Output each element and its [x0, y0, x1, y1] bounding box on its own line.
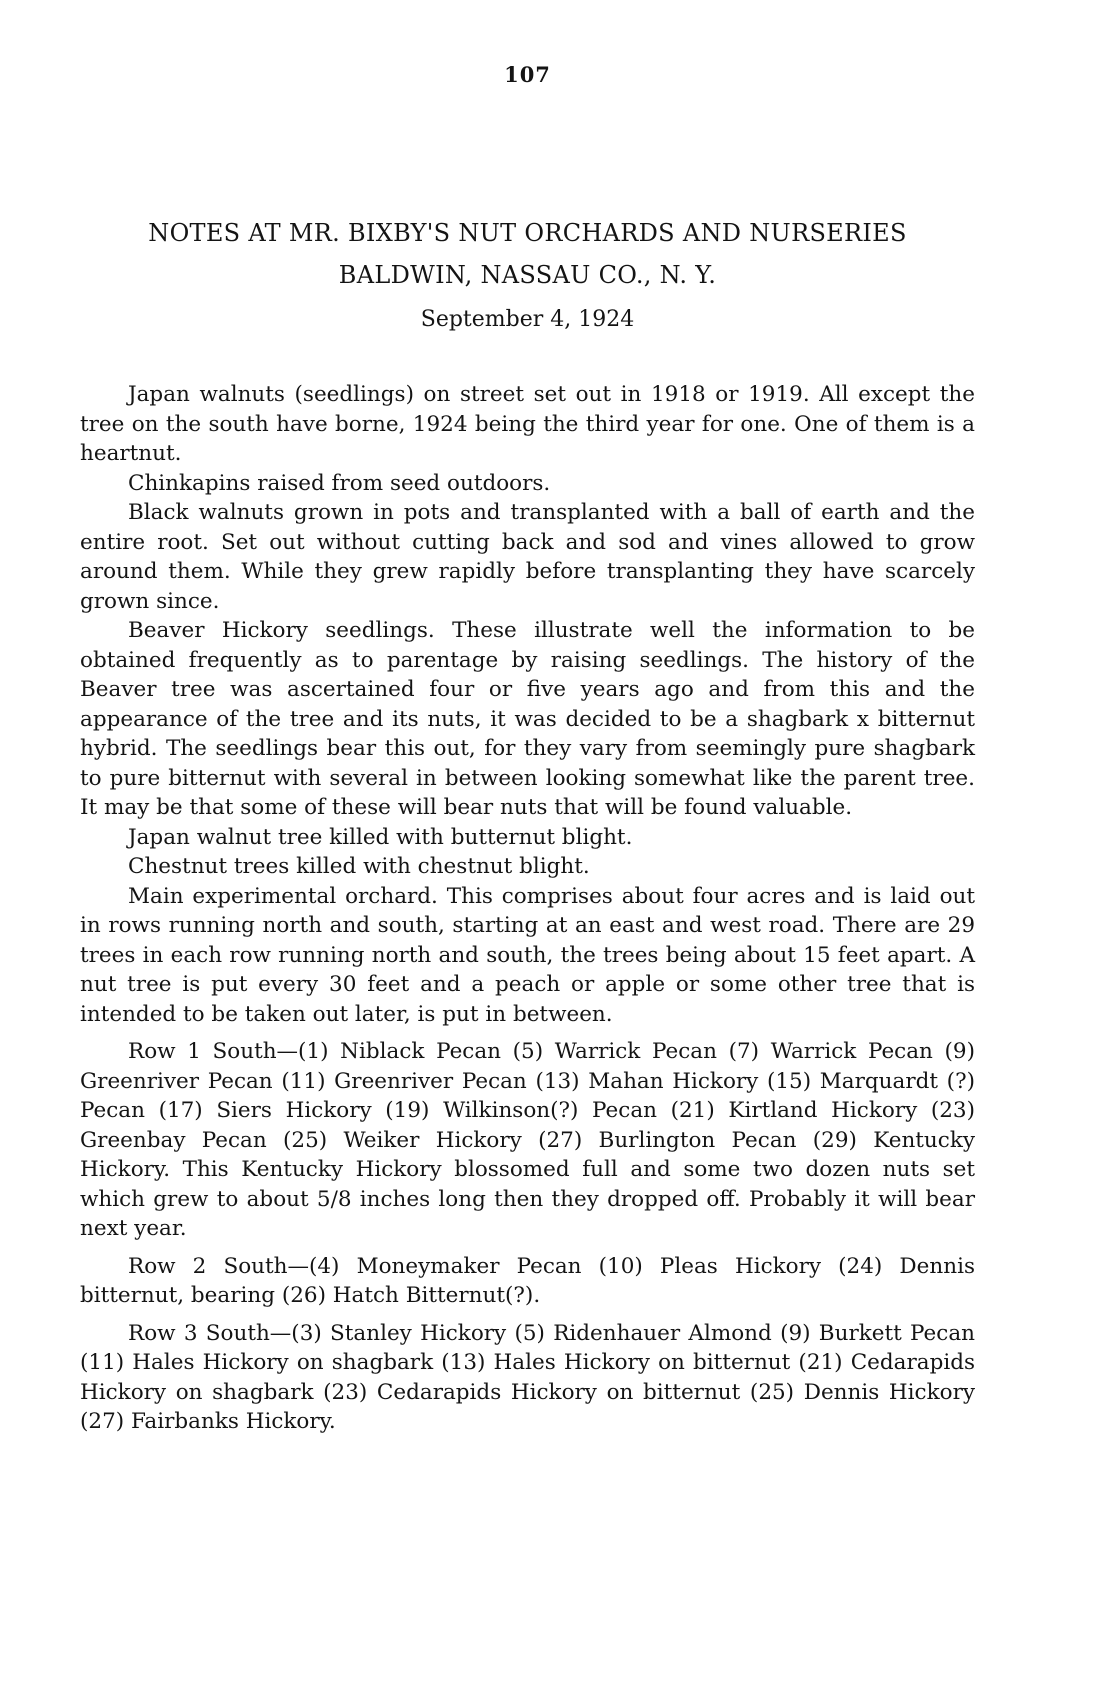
paragraph-main-orchard: Main experimental orchard. This comprises about four acres and is laid out in rows running north and south, starting at an east and west road. There are 29 trees in each row running north and south, the trees being about 15 feet apart. A nut tree is put every 30 feet and a peach or apple or some other tree that is intended to be taken out later, is put in between. — [80, 883, 975, 1027]
paragraph-japan-walnuts: Japan walnuts (seedlings) on street set out in 1918 or 1919. All except the tree on the south have borne, 1924 being the third year for one. One of them is a heartnut. — [80, 382, 975, 466]
document-page — [80, 0, 975, 1697]
body-text — [80, 380, 975, 1437]
paragraph-beaver-hickory: Beaver Hickory seedlings. These illustrate well the information to be obtained frequently as to parentage by raising seedlings. The history of the Beaver tree was ascertained four or five years ago and from this and the appearance of the tree and its nuts, it was decided to be a shagbark x bitternut hybrid. The seedlings bear this out, for they vary from seemingly pure shagbark to pure bitternut with several in between looking somewhat like the parent tree. It may be that some of these will bear nuts that will be found valuable. — [80, 618, 975, 820]
paragraph-row-1: Row 1 South—(1) Niblack Pecan (5) Warrick Pecan (7) Warrick Pecan (9) Greenriver Pecan (11) Greenriver Pecan (13) Mahan Hickory (15) Marquardt (?) Pecan (17) Siers Hickory (19) Wilkinson(?) Pecan (21) Kirtland Hickory (23) Greenbay Pecan (25) Weiker Hickory (27) Burlington Pecan (29) Kentucky Hickory. This Kentucky Hickory blossomed full and some two dozen nuts set which grew to about 5/8 inches long then they dropped off. Probably it will bear next year. — [80, 1039, 975, 1241]
paragraph-butternut-blight: Japan walnut tree killed with butternut blight. — [128, 824, 633, 850]
date-line: September 4, 1924 — [420, 307, 635, 332]
page-number: 107 — [504, 62, 551, 87]
paragraph-black-walnuts: Black walnuts grown in pots and transplanted with a ball of earth and the entire root. Set out without cutting back and sod and vines allowed to grow around them. While they grew rapidly before transplanting they have scarcely grown since. — [80, 500, 975, 614]
title-line-1: NOTES AT MR. BIXBY'S NUT ORCHARDS AND NURSERIES — [148, 219, 907, 247]
paragraph-row-2: Row 2 South—(4) Moneymaker Pecan (10) Pleas Hickory (24) Dennis bitternut, bearing (26) Hatch Bitternut(?). — [80, 1253, 975, 1308]
paragraph-row-3: Row 3 South—(3) Stanley Hickory (5) Ridenhauer Almond (9) Burkett Pecan (11) Hales Hickory on shagbark (13) Hales Hickory on bitternut (21) Cedarapids Hickory on shagbark (23) Cedarapids Hickory on bitternut (25) Dennis Hickory (27) Fairbanks Hickory. — [80, 1320, 975, 1434]
paragraph-chestnut-blight: Chestnut trees killed with chestnut blight. — [128, 854, 590, 879]
title-line-2: BALDWIN, NASSAU CO., N. Y. — [338, 261, 717, 289]
paragraph-chinkapins: Chinkapins raised from seed outdoors. — [128, 470, 551, 496]
page-title — [80, 212, 975, 296]
